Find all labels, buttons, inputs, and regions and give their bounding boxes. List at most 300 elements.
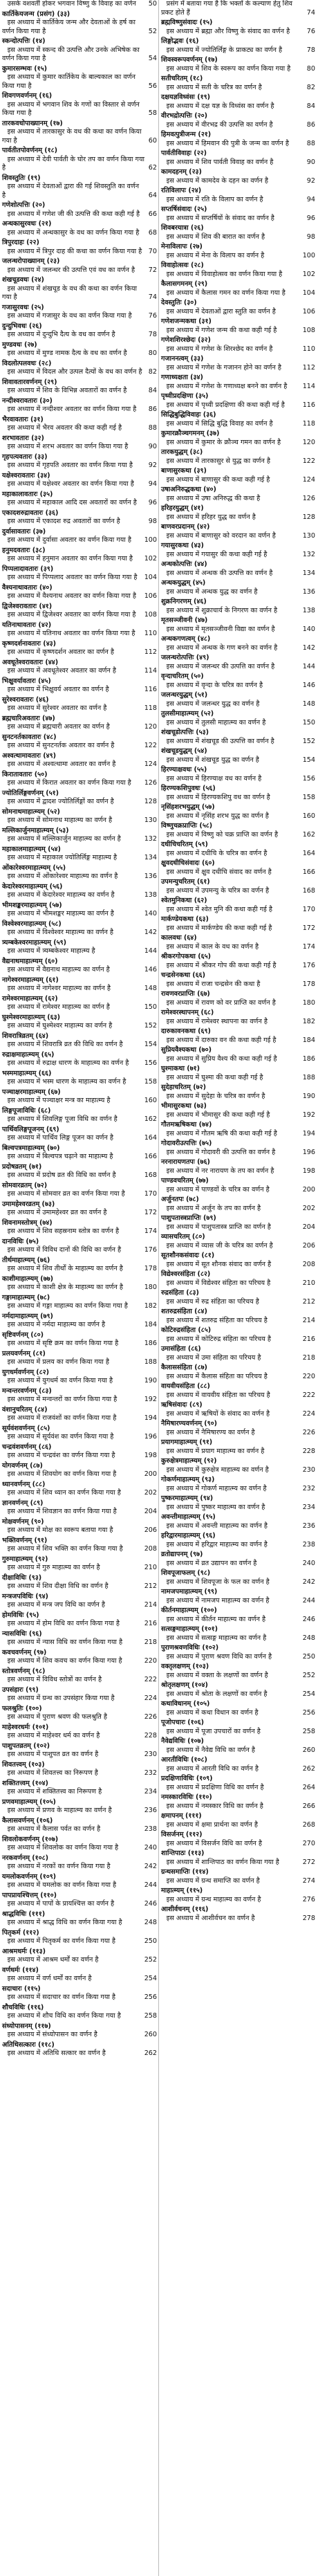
page-number: 156: [302, 774, 315, 783]
entry-description-row: [161, 102, 315, 111]
entry-heading-row: [161, 1252, 315, 1261]
entry-description-row: [2, 686, 157, 695]
entry-heading-row: [161, 785, 315, 794]
entry-description-row: [2, 630, 157, 639]
chapter-description: इस अध्याय में कार्तिकेय जन्म और देवताओं के हर्ष का वर्णन किया गया है: [2, 19, 136, 35]
contents-entry: [161, 1887, 315, 1904]
page-number: 234: [144, 1788, 157, 1796]
chapter-description: इस अध्याय में हरिहर युद्ध का वर्णन है: [166, 513, 256, 521]
chapter-description: इस अध्याय में श्रीकर गोप की कथा कही गई है: [166, 961, 277, 969]
page-number: 80: [148, 349, 157, 357]
contents-entry: [2, 1630, 157, 1647]
entry-description-row: [2, 910, 157, 919]
chapter-description: इस अध्याय में भीमशङ्कर माहात्म्य का वर्णन है: [7, 910, 114, 917]
entry-description-row: [161, 289, 315, 298]
entry-description-row: [2, 1452, 157, 1461]
entry-description-row: [161, 233, 315, 242]
page-number: 200: [302, 1185, 315, 1194]
entry-description-row: [161, 1541, 315, 1550]
entry-description-row: [161, 214, 315, 223]
chapter-title: होमविधिः (९५): [2, 1611, 39, 1619]
entry-heading-row: [2, 1985, 157, 1994]
entry-heading-row: [161, 262, 315, 271]
contents-entry: [161, 766, 315, 783]
contents-entry: [161, 318, 315, 335]
page-number: 132: [144, 835, 157, 843]
chapter-description: इस अध्याय में युगधर्म का वर्णन किया गया है: [7, 1377, 113, 1385]
chapter-title: नैमिषारण्यवर्णनम् (९०): [161, 1420, 218, 1427]
contents-entry: [161, 392, 315, 410]
chapter-title: घुश्माकथा (७१): [161, 1065, 200, 1072]
contents-entry: [2, 174, 157, 201]
chapter-description: इस अध्याय में शिव कवच का वर्णन किया गया है: [7, 1657, 122, 1665]
page-number: 60: [148, 136, 157, 145]
contents-entry: [161, 1382, 315, 1400]
entry-heading-row: [2, 147, 157, 156]
page-number: 170: [302, 905, 315, 913]
contents-entry: [161, 1700, 315, 1717]
entry-heading-row: [2, 1369, 157, 1378]
contents-entry: [161, 747, 315, 765]
entry-heading-row: [161, 299, 315, 308]
entry-description-row: [161, 1877, 315, 1886]
chapter-description: इस अध्याय में प्रदोष व्रत की विधि का वर्णन है: [7, 1171, 116, 1179]
contents-entry: [161, 990, 315, 1007]
chapter-description: इस अध्याय में आशीर्वचन का वर्णन है: [166, 1914, 255, 1922]
chapter-description: इस अध्याय में ग्रन्थ माहात्म्य का वर्णन है: [166, 1895, 261, 1903]
chapter-title: कवचवर्णनम् (९७): [2, 1648, 47, 1656]
page-number: 242: [302, 1578, 315, 1586]
chapter-title: हरिहरयुद्धम् (४१): [161, 504, 204, 512]
contents-entry: [2, 201, 157, 219]
entry-heading-row: [2, 677, 157, 686]
chapter-description: इस अध्याय में क्षमा प्रार्थना का वर्णन है: [166, 1820, 259, 1829]
entry-heading-row: [2, 1350, 157, 1359]
chapter-description: इस अध्याय में शंखचूड की उत्पत्ति का वर्णन है: [166, 737, 274, 745]
contents-entry: [2, 2041, 157, 2058]
entry-description-row: [2, 387, 157, 396]
contents-entry: [2, 1518, 157, 1535]
chapter-description: इस अध्याय में महाकाल आदि दस अवतारों का वर्णन है: [7, 499, 137, 506]
chapter-title: दीक्षाविधिः (९३): [2, 1573, 42, 1582]
entry-description-row: [2, 1134, 157, 1143]
entry-description-row: [2, 985, 157, 994]
page-number: 148: [302, 700, 315, 708]
entry-heading-row: [2, 304, 157, 313]
page-number: 194: [144, 1414, 157, 1422]
entry-heading-row: [2, 174, 157, 183]
entry-description-row: [161, 1036, 315, 1045]
chapter-title: वीरभद्रोत्पत्तिः (२०): [161, 112, 207, 120]
chapter-title: आशीर्वचनम् (११६): [161, 1906, 209, 1913]
entry-description-row: [161, 196, 315, 205]
page-number: 114: [144, 667, 157, 675]
chapter-title: श्वेतमुनिकथा (६२): [161, 897, 207, 904]
chapter-description: इस अध्याय में न्यास विधि का वर्णन किया गया है: [7, 1638, 123, 1646]
entry-description-row: [2, 462, 157, 471]
chapter-title: मोक्षवर्णनम् (९०): [2, 1517, 44, 1526]
entry-heading-row: [2, 1668, 157, 1677]
chapter-description: इस अध्याय में विदल और उत्पल दैत्यों के वध का वर्णन है: [7, 368, 142, 376]
entry-description-row: [2, 1975, 157, 1984]
contents-entry: [161, 1364, 315, 1381]
chapter-title: नमस्कारविधिः (११०): [161, 1793, 212, 1801]
page-number: 112: [302, 363, 315, 372]
page-number: 250: [302, 1652, 315, 1661]
entry-description-row: [2, 1751, 157, 1760]
entry-heading-row: [2, 322, 157, 331]
contents-entry: [2, 1014, 157, 1031]
page-number: 130: [144, 816, 157, 824]
chapter-title: पुराणश्रवणविधिः (१०२): [161, 1644, 219, 1652]
chapter-title: नामजपमाहात्म्यम् (९९): [161, 1588, 218, 1596]
entry-heading-row: [161, 1719, 315, 1728]
entry-description-row: [161, 887, 315, 896]
chapter-description: इस अध्याय में उमामहेश्वर व्रत का वर्णन है: [7, 1209, 107, 1216]
contents-entry: [2, 416, 157, 433]
chapter-description: इस अध्याय में शिव भक्ति का वर्णन किया गया है: [7, 1545, 123, 1553]
page-number: 108: [302, 326, 315, 334]
chapter-title: व्रतोद्यापनम् (९७): [161, 1551, 203, 1558]
entry-description-row: [161, 308, 315, 317]
entry-description-row: [161, 1373, 315, 1382]
page-number: 232: [302, 1484, 315, 1492]
entry-description-row: [2, 704, 157, 713]
entry-description-row: [161, 158, 315, 167]
chapter-title: नन्दीश्वरावतारः (३०): [2, 396, 53, 405]
entry-description-row: [161, 644, 315, 653]
contents-entry: [2, 1593, 157, 1610]
page-number: 64: [148, 191, 157, 199]
entry-description-row: [2, 73, 157, 91]
entry-heading-row: [2, 733, 157, 742]
entry-heading-row: [161, 504, 315, 513]
contents-entry: [161, 430, 315, 447]
entry-description-row: [161, 1111, 315, 1120]
page-number: 218: [302, 1353, 315, 1362]
entry-heading-row: [161, 616, 315, 625]
entry-heading-row: [2, 1294, 157, 1303]
chapter-title: मन्त्रजपविधिः (९४): [2, 1592, 48, 1600]
contents-entry: [161, 1196, 315, 1213]
chapter-title: पञ्चाक्षरमाहात्म्यम् (६७): [2, 1088, 61, 1096]
contents-entry: [161, 467, 315, 484]
entry-description-row: [2, 1246, 157, 1255]
entry-heading-row: [2, 958, 157, 967]
chapter-title: वैश्यनाथावतारः (४०): [2, 583, 53, 592]
page-number: 110: [144, 630, 157, 637]
page-number: 128: [144, 798, 157, 805]
entry-heading-row: [2, 1761, 157, 1770]
page-number: 76: [306, 27, 315, 35]
page-number: 114: [302, 382, 315, 390]
chapter-description: इस अध्याय में वर्ण धर्मों का वर्णन है: [7, 1975, 92, 1982]
entry-description-row: [161, 569, 315, 578]
entry-heading-row: [2, 257, 157, 266]
entry-description-row: [161, 775, 315, 784]
contents-entry: [161, 1177, 315, 1194]
entry-description-row: [161, 1298, 315, 1307]
entry-heading-row: [161, 1214, 315, 1223]
contents-entry: [161, 1420, 315, 1437]
entry-description-row: [2, 1433, 157, 1442]
entry-description-row: [2, 1657, 157, 1666]
contents-entry: [161, 953, 315, 970]
chapter-description: इस अध्याय में संध्योपासन का वर्णन है: [7, 2031, 97, 2038]
page-number: 226: [144, 1713, 157, 1721]
entry-heading-row: [161, 1457, 315, 1466]
chapter-description: इस अध्याय में द्वादश ज्योतिर्लिङ्गों का वर्णन है: [7, 798, 114, 805]
chapter-description: इस अध्याय में शिवलिङ्ग पूजा विधि का वर्णन है: [7, 1115, 118, 1123]
entry-description-row: [2, 592, 157, 601]
chapter-title: भक्तिवर्णनम् (९१): [2, 1536, 48, 1544]
entry-heading-row: [161, 75, 315, 84]
contents-entry: [2, 2022, 157, 2040]
entry-heading-row: [161, 280, 315, 289]
contents-entry: [161, 1849, 315, 1867]
chapter-description: इस अध्याय में अतिथि सत्कार का वर्णन है: [7, 2049, 106, 2057]
chapter-description: इस अध्याय में विष्णु को चक्र प्राप्ति का वर्णन है: [166, 830, 279, 839]
chapter-title: शिवपूजाफलम् (९८): [161, 1569, 211, 1577]
page-number: 150: [144, 1003, 157, 1011]
entry-description-row: [161, 1616, 315, 1625]
chapter-title: ज्ञानवर्णनम् (८९): [2, 1499, 44, 1507]
chapter-description: इस अध्याय में उषा अनिरुद्ध की कथा है: [166, 494, 261, 502]
contents-entry: [161, 859, 315, 877]
contents-entry: [161, 654, 315, 671]
chapter-title: पार्वतीतपोवर्णनम् (१८): [2, 147, 58, 154]
entry-heading-row: [161, 953, 315, 962]
page-number: 174: [144, 1227, 157, 1235]
page-number: 222: [144, 1676, 157, 1683]
chapter-description: इस अध्याय में द्विजेश्वर अवतार का वर्णन किया गया है: [7, 611, 136, 619]
page-number: 84: [306, 102, 315, 110]
contents-entry: [161, 486, 315, 503]
page-number: 230: [144, 1751, 157, 1758]
page-number: 144: [144, 947, 157, 955]
chapter-description: इस अध्याय में गङ्गा माहात्म्य का वर्णन किया गया है: [7, 1302, 128, 1310]
chapter-title: हिरण्यकशिपुवधः (५६): [161, 785, 216, 792]
contents-entry: [2, 1462, 157, 1479]
contents-entry: [2, 397, 157, 414]
entry-description-row: [2, 1321, 157, 1330]
chapter-description: इस अध्याय में अवन्ती माहात्म्य का वर्णन है: [166, 1522, 268, 1530]
entry-description-row: [161, 476, 315, 485]
contents-entry: [2, 1369, 157, 1386]
contents-entry: [2, 789, 157, 807]
entry-description-row: [161, 1335, 315, 1344]
page-number: 248: [302, 1634, 315, 1642]
chapter-title: ग्रन्थसमाप्तिः (११४): [161, 1868, 209, 1876]
entry-heading-row: [2, 565, 157, 574]
chapter-description: इस अध्याय में भैरव अवतार की कथा कही गई है: [7, 424, 122, 432]
contents-entry: [161, 616, 315, 634]
entry-heading-row: [2, 453, 157, 462]
contents-entry: [2, 659, 157, 676]
entry-heading-row: [161, 486, 315, 495]
chapter-title: वैद्यनाथमाहात्म्यम् (६०): [2, 957, 58, 965]
chapter-title: देवस्तुतिः (३०): [161, 299, 197, 307]
chapter-description: इस अध्याय में गोकर्ण माहात्म्य का वर्णन है: [166, 1484, 267, 1492]
chapter-description: इस अध्याय में शुक्राचार्य के निगरण का वर्णन है: [166, 606, 278, 614]
chapter-title: लिङ्गोद्भवः (१६): [161, 37, 199, 45]
contents-entry: [2, 995, 157, 1012]
contents-entry: [161, 1625, 315, 1643]
chapter-title: अतिथिसत्कारः (११८): [2, 2040, 55, 2049]
entry-description-row: [2, 648, 157, 657]
chapter-description: इस अध्याय में घुश्मेश्वर माहात्म्य का वर्णन है: [7, 1022, 113, 1030]
chapter-description: इस अध्याय में देवी पार्वती के घोर तप का वर्णन किया गया है: [2, 155, 144, 172]
contents-entry: [2, 1331, 157, 1349]
chapter-title: विश्वेश्वरमाहात्म्यम् (५८): [2, 920, 62, 928]
contents-entry: [161, 1775, 315, 1792]
contents-entry: [2, 37, 157, 64]
chapter-title: गजाननत्वम् (३३): [161, 355, 204, 363]
chapter-title: शौचविधिः (११६): [2, 2003, 44, 2011]
chapter-description: इस अध्याय में ओंकारेश्वर माहात्म्य का वर्णन है: [7, 873, 118, 880]
contents-entry: [2, 715, 157, 732]
entry-heading-row: [2, 1481, 157, 1490]
chapter-description: इस अध्याय में वृन्दा के चरित्र का वर्णन है: [166, 681, 263, 689]
chapter-title: मृतसञ्जीवनी (४७): [161, 616, 208, 624]
chapter-title: गयासुरकथा (४३): [161, 542, 204, 549]
page-number: 168: [144, 1171, 157, 1179]
chapter-title: सूर्यवंशवर्णनम् (८५): [2, 1424, 50, 1432]
entry-heading-row: [2, 1331, 157, 1340]
entry-description-row: [2, 266, 157, 275]
entry-heading-row: [2, 378, 157, 387]
contents-entry: [2, 1032, 157, 1050]
entry-heading-row: [161, 841, 315, 850]
chapter-description: इस अध्याय में सृष्टि क्रम का वर्णन किया गया है: [7, 1340, 119, 1347]
entry-heading-row: [161, 859, 315, 868]
chapter-description: इस अध्याय में श्रोता के लक्षणों का वर्णन है: [166, 1690, 268, 1698]
chapter-title: शंखचूडोत्पत्तिः (५३): [161, 729, 209, 736]
page-number: 182: [302, 1017, 315, 1025]
entry-heading-row: [161, 1065, 315, 1074]
page-number: 228: [302, 1447, 315, 1455]
entry-description-row: [2, 1414, 157, 1423]
entry-heading-row: [161, 1326, 315, 1335]
entry-description-row: [161, 1186, 315, 1195]
chapter-description: इस अध्याय में कैलास पर्वत का वर्णन है: [7, 1825, 101, 1833]
entry-heading-row: [161, 1102, 315, 1111]
entry-heading-row: [2, 1537, 157, 1546]
entry-description-row: [2, 1881, 157, 1890]
chapter-description: इस अध्याय में त्रिपुर दाह की कथा का वर्णन किया गया है: [7, 247, 142, 255]
entry-description-row: [161, 831, 315, 840]
chapter-title: गणेशजन्मकथा (३१): [161, 318, 212, 325]
chapter-description: इस अध्याय में उपमन्यु के चरित्र का वर्णन है: [166, 886, 270, 895]
entry-description-row: [2, 2012, 157, 2021]
chapter-title: रामेश्वरमाहात्म्यम् (६२): [2, 994, 58, 1003]
chapter-title: मार्कण्डेयकथा (६३): [161, 915, 209, 923]
entry-description-row: [2, 1470, 157, 1479]
contents-entry: [2, 1892, 157, 1909]
chapter-description: इस अध्याय में स्कन्द की उत्पत्ति और उनके अभिषेक का वर्णन किया गया है: [2, 46, 140, 62]
chapter-description: इस अध्याय में अन्धकासुर के वध का वर्णन किया गया है: [7, 228, 140, 237]
chapter-description: इस अध्याय में ज्योतिर्लिङ्ग के प्राकट्य का वर्णन है: [166, 46, 283, 54]
entry-description-row: [161, 1709, 315, 1718]
entry-description-row: [2, 1227, 157, 1236]
chapter-title: शिवनामस्तोत्रम् (७४): [2, 1218, 53, 1227]
entry-description-row: [2, 1041, 157, 1050]
entry-description-row: [161, 663, 315, 672]
chapter-title: लिङ्गपूजाविधिः (६८): [2, 1106, 51, 1115]
entry-heading-row: [2, 1032, 157, 1041]
entry-description-row: [2, 574, 157, 583]
entry-description-row: [2, 667, 157, 676]
chapter-description: इस अध्याय में दारुका वन की कथा कही गई है: [166, 1036, 277, 1044]
entry-heading-row: [161, 934, 315, 943]
chapter-title: विदलोत्पलवधः (२८): [2, 359, 52, 367]
page-number: 198: [302, 1167, 315, 1175]
chapter-description: इस अध्याय में विविध स्तोत्रों का वर्णन है: [7, 1676, 102, 1683]
chapter-title: शिवरात्रिव्रतम् (६४): [2, 1032, 49, 1040]
chapter-title: जलन्धरोत्पत्तिः (४९): [161, 654, 209, 661]
chapter-description: इस अध्याय में शिवतत्त्व का निरूपण है: [7, 1769, 98, 1777]
entry-heading-row: [2, 1387, 157, 1396]
chapter-title: उमासंहिता (८६): [161, 1345, 201, 1353]
page-number: 278: [302, 1914, 315, 1922]
chapter-title: एकादशरुद्रावतारः (३६): [2, 509, 59, 517]
chapter-description: इस अध्याय में सप्तर्षियों के संवाद का वर्णन है: [166, 214, 274, 222]
contents-entry: [161, 205, 315, 223]
page-number: 122: [144, 742, 157, 749]
contents-entry: [2, 528, 157, 545]
page-number: 248: [144, 1919, 157, 1926]
entry-heading-row: [161, 355, 315, 364]
chapter-description: इस अध्याय में बाणासुर को वरदान का वर्णन है: [166, 531, 276, 540]
chapter-description: इस अध्याय में नन्दीश्वर अवतार का वर्णन किया गया है: [7, 405, 137, 413]
entry-heading-row: [161, 1308, 315, 1317]
page-number: 266: [302, 1802, 315, 1810]
page-number: 50: [148, 0, 157, 8]
chapter-description: इस अध्याय में शिव ध्यान का वर्णन किया गया है: [7, 1489, 121, 1497]
chapter-title: कैलाससंहिता (८७): [161, 1364, 207, 1371]
chapter-title: विष्णुचक्रप्राप्तिः (५८): [161, 822, 213, 830]
chapter-description: इस अध्याय में प्रणव के माहात्म्य का वर्णन है: [7, 1807, 112, 1814]
page-number: 140: [302, 625, 315, 633]
contents-entry: [161, 1831, 315, 1848]
entry-description-row: [161, 1354, 315, 1363]
chapter-description: इस अध्याय में अर्जुन के तप का वर्णन है: [166, 1204, 261, 1212]
page-number: 188: [144, 1358, 157, 1366]
contents-entry: [161, 1906, 315, 1923]
entry-heading-row: [2, 789, 157, 798]
chapter-description: इस अध्याय में हिरण्याक्ष वध का वर्णन है: [166, 774, 262, 783]
chapter-description: इस अध्याय में माहेश्वर धर्म का वर्णन है: [7, 1732, 100, 1739]
entry-heading-row: [2, 416, 157, 425]
page-number: 190: [302, 1092, 315, 1100]
entry-description-row: [161, 850, 315, 859]
entry-description-row: [161, 980, 315, 989]
contents-entry: [161, 1457, 315, 1474]
entry-description-row: [2, 1788, 157, 1797]
page-number: 142: [144, 929, 157, 936]
chapter-title: प्रलयवर्णनम् (८१): [2, 1349, 46, 1358]
entry-heading-row: [2, 1462, 157, 1471]
contents-entry: [2, 958, 157, 975]
page-number: 126: [302, 494, 315, 502]
chapter-description: इस अध्याय में कैलास संहिता का परिचय है: [166, 1372, 268, 1380]
chapter-description: इस अध्याय में रामेश्वर माहात्म्य का वर्णन है: [7, 1003, 110, 1011]
chapter-title: दुन्दुभिवधः (२६): [2, 322, 42, 330]
chapter-title: ब्रह्मविष्णुसंवादः (१५): [161, 19, 213, 26]
entry-description-row: [2, 891, 157, 900]
chapter-title: भिक्षुवर्यावतारः (४५): [2, 677, 51, 685]
chapter-title: नरकवर्णनम् (१०८): [2, 1854, 49, 1862]
